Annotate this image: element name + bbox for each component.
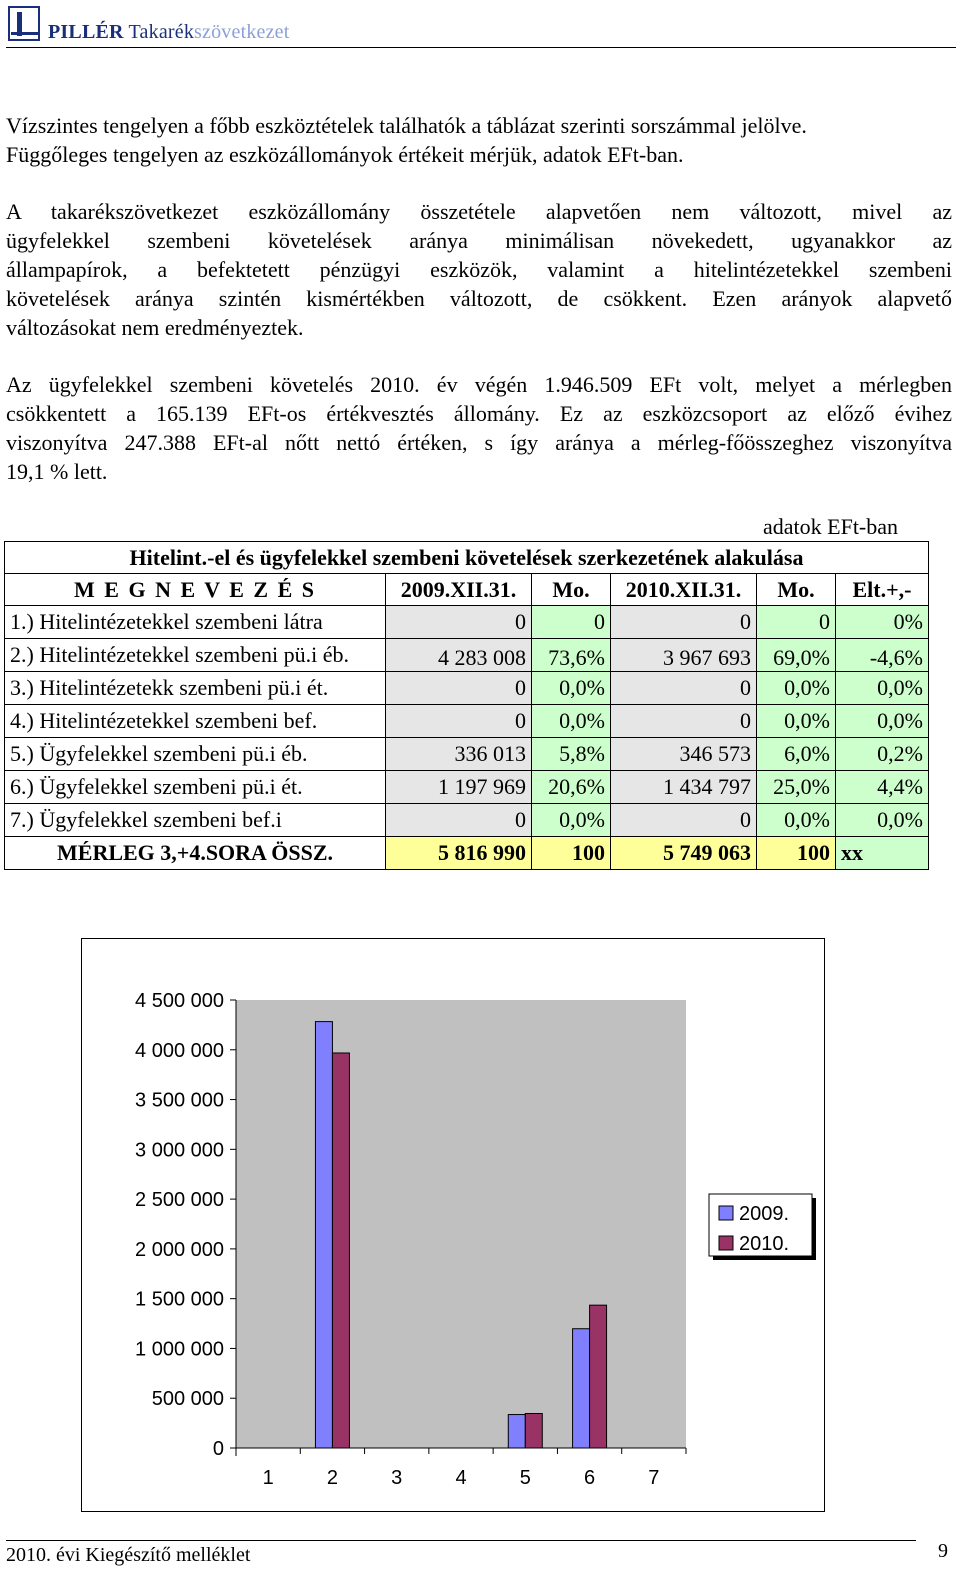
x-tick-label: 6 bbox=[584, 1467, 596, 1489]
cell-diff: 0,0% bbox=[836, 672, 929, 705]
paragraph-line: állampapírok, a befektetett pénzügyi eszközök, valamint a hitelintézetekkel szembeni bbox=[6, 257, 952, 282]
bar-2009-cat-5 bbox=[508, 1415, 525, 1448]
x-tick-label: 7 bbox=[648, 1467, 660, 1489]
cell-mo-2010: 0,0% bbox=[757, 804, 836, 837]
row-label: 3.) Hitelintézetekk szembeni pü.i ét. bbox=[5, 672, 386, 705]
cell-2010: 3 967 693 bbox=[611, 639, 757, 672]
cell-diff: -4,6% bbox=[836, 639, 929, 672]
cell-mo-2009: 73,6% bbox=[532, 639, 611, 672]
bar-2009-cat-6 bbox=[573, 1329, 590, 1448]
column-header: Mo. bbox=[757, 574, 836, 606]
y-tick-label: 3 000 000 bbox=[135, 1139, 224, 1162]
logo-name: PILLÉR bbox=[48, 21, 124, 43]
y-tick-label: 1 500 000 bbox=[135, 1288, 224, 1311]
logo-word-b: szövetkezet bbox=[194, 21, 290, 43]
total-2010: 5 749 063 bbox=[611, 837, 757, 870]
y-tick-label: 0 bbox=[212, 1438, 224, 1460]
cell-diff: 0,0% bbox=[836, 705, 929, 738]
table-title-row bbox=[5, 542, 929, 574]
bar-2010-cat-5 bbox=[525, 1413, 542, 1448]
column-header: M E G N E V E Z É S bbox=[5, 574, 386, 606]
cell-mo-2010: 0 bbox=[757, 606, 836, 639]
legend-label: 2009. bbox=[739, 1203, 790, 1225]
total-2009: 5 816 990 bbox=[386, 837, 532, 870]
x-tick-label: 1 bbox=[262, 1467, 274, 1489]
page-header bbox=[0, 0, 960, 50]
plot-area bbox=[236, 1000, 686, 1448]
legend-swatch bbox=[719, 1206, 733, 1220]
table-header-row bbox=[5, 574, 929, 606]
cell-mo-2010: 69,0% bbox=[757, 639, 836, 672]
table-row bbox=[5, 804, 929, 837]
cell-mo-2010: 0,0% bbox=[757, 705, 836, 738]
cell-mo-2009: 0 bbox=[532, 606, 611, 639]
x-tick-label: 4 bbox=[455, 1467, 467, 1489]
bar-2010-cat-2 bbox=[332, 1053, 349, 1448]
footer-text: 2010. évi Kiegészítő melléklet bbox=[6, 1544, 251, 1566]
cell-2010: 0 bbox=[611, 672, 757, 705]
header-divider bbox=[6, 47, 956, 48]
paragraph-composition bbox=[6, 197, 952, 342]
bar-chart bbox=[81, 938, 825, 1512]
cell-diff: 0,0% bbox=[836, 804, 929, 837]
x-tick-label: 5 bbox=[519, 1467, 531, 1489]
cell-diff: 0% bbox=[836, 606, 929, 639]
paragraph-line: Vízszintes tengelyen a főbb eszköztételek találhatók a táblázat szerinti sorszámmal jelölve. bbox=[6, 113, 807, 138]
cell-2009: 0 bbox=[386, 705, 532, 738]
paragraph-client-claims bbox=[6, 370, 952, 486]
logo-text bbox=[48, 21, 290, 44]
column-header: Mo. bbox=[532, 574, 611, 606]
claims-table bbox=[4, 541, 929, 870]
row-label: 7.) Ügyfelekkel szembeni bef.i bbox=[5, 804, 386, 837]
cell-2010: 0 bbox=[611, 606, 757, 639]
unit-note: adatok EFt-ban bbox=[763, 514, 899, 539]
page-number: 9 bbox=[938, 1540, 948, 1562]
paragraph-line: ügyfelekkel szembeni követelések aránya minimálisan növekedett, ugyanakkor az bbox=[6, 228, 952, 253]
x-tick-label: 2 bbox=[326, 1467, 338, 1489]
total-diff: xx bbox=[836, 837, 929, 870]
column-header: 2009.XII.31. bbox=[386, 574, 532, 606]
column-header: 2010.XII.31. bbox=[611, 574, 757, 606]
row-label: 2.) Hitelintézetekkel szembeni pü.i éb. bbox=[5, 639, 386, 672]
cell-2010: 0 bbox=[611, 804, 757, 837]
footer-divider bbox=[6, 1540, 916, 1541]
y-tick-label: 2 500 000 bbox=[135, 1189, 224, 1212]
total-mo-2010: 100 bbox=[757, 837, 836, 870]
cell-mo-2010: 6,0% bbox=[757, 738, 836, 771]
y-tick-label: 1 000 000 bbox=[135, 1338, 224, 1361]
y-tick-label: 4 000 000 bbox=[135, 1039, 224, 1062]
y-tick-label: 2 000 000 bbox=[135, 1238, 224, 1261]
cell-2010: 1 434 797 bbox=[611, 771, 757, 804]
table-row bbox=[5, 606, 929, 639]
row-label: 1.) Hitelintézetekkel szembeni látra bbox=[5, 606, 386, 639]
cell-2010: 0 bbox=[611, 705, 757, 738]
paragraph-line: 19,1 % lett. bbox=[6, 459, 108, 484]
logo-word-a: Takarék bbox=[128, 21, 195, 43]
table-title: Hitelint.-el és ügyfelekkel szembeni követelések szerkezetének alakulása bbox=[5, 542, 929, 574]
row-label: 4.) Hitelintézetekkel szembeni bef. bbox=[5, 705, 386, 738]
y-tick-label: 3 500 000 bbox=[135, 1089, 224, 1112]
legend-swatch bbox=[719, 1236, 733, 1250]
cell-2009: 0 bbox=[386, 672, 532, 705]
cell-2010: 346 573 bbox=[611, 738, 757, 771]
cell-2009: 1 197 969 bbox=[386, 771, 532, 804]
table-row bbox=[5, 705, 929, 738]
cell-mo-2010: 0,0% bbox=[757, 672, 836, 705]
cell-2009: 0 bbox=[386, 804, 532, 837]
table-row bbox=[5, 738, 929, 771]
x-tick-label: 3 bbox=[391, 1467, 403, 1489]
cell-mo-2009: 0,0% bbox=[532, 705, 611, 738]
legend-label: 2010. bbox=[739, 1233, 790, 1255]
row-label: 5.) Ügyfelekkel szembeni pü.i éb. bbox=[5, 738, 386, 771]
cell-mo-2009: 0,0% bbox=[532, 804, 611, 837]
paragraph-line: Függőleges tengelyen az eszközállományok értékeit mérjük, adatok EFt-ban. bbox=[6, 142, 684, 167]
y-tick-label: 4 500 000 bbox=[135, 990, 224, 1012]
bar-2010-cat-6 bbox=[590, 1305, 607, 1448]
total-label: MÉRLEG 3,+4.SORA ÖSSZ. bbox=[5, 837, 386, 870]
table-total-row bbox=[5, 837, 929, 870]
cell-mo-2009: 20,6% bbox=[532, 771, 611, 804]
cell-diff: 4,4% bbox=[836, 771, 929, 804]
table-row bbox=[5, 639, 929, 672]
cell-mo-2010: 25,0% bbox=[757, 771, 836, 804]
paragraph-line: változásokat nem eredményeztek. bbox=[6, 315, 304, 340]
paragraph-line: Az ügyfelekkel szembeni követelés 2010. év végén 1.946.509 EFt volt, melyet a mérlegben bbox=[6, 372, 952, 397]
paragraph-line: csökkentett a 165.139 EFt-os értékvesztés állomány. Ez az eszközcsoport az előző évihez bbox=[6, 401, 952, 426]
table-row bbox=[5, 771, 929, 804]
paragraph-line: A takarékszövetkezet eszközállomány összetétele alapvetően nem változott, mivel az bbox=[6, 199, 952, 224]
table-row bbox=[5, 672, 929, 705]
y-tick-label: 500 000 bbox=[151, 1388, 224, 1411]
column-header: Elt.+,- bbox=[836, 574, 929, 606]
cell-2009: 336 013 bbox=[386, 738, 532, 771]
logo-icon bbox=[8, 6, 42, 42]
paragraph-line: viszonyítva 247.388 EFt-al nőtt nettó értéken, s így aránya a mérleg-főösszeghez viszonyítva bbox=[6, 430, 952, 455]
row-label: 6.) Ügyfelekkel szembeni pü.i ét. bbox=[5, 771, 386, 804]
total-mo-2009: 100 bbox=[532, 837, 611, 870]
paragraph-axis-description bbox=[6, 111, 952, 169]
cell-mo-2009: 0,0% bbox=[532, 672, 611, 705]
bar-2009-cat-2 bbox=[315, 1022, 332, 1448]
cell-mo-2009: 5,8% bbox=[532, 738, 611, 771]
cell-2009: 0 bbox=[386, 606, 532, 639]
cell-2009: 4 283 008 bbox=[386, 639, 532, 672]
cell-diff: 0,2% bbox=[836, 738, 929, 771]
paragraph-line: követelések aránya szintén kismértékben változott, de csökkent. Ezen arányok alapvető bbox=[6, 286, 952, 311]
